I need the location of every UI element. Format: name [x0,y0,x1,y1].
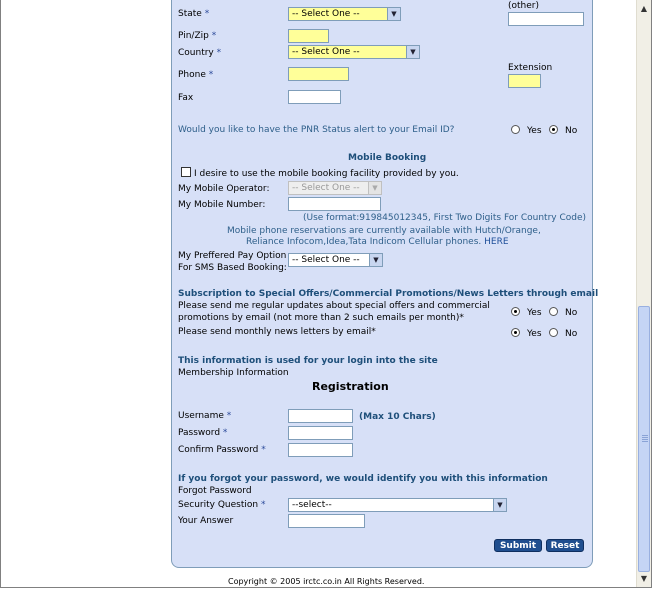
pay-option-line2: For SMS Based Booking: [178,263,287,273]
confirm-password-label: Confirm Password * [178,445,266,455]
mobile-booking-checkbox[interactable] [181,167,191,177]
chevron-down-icon: ▼ [406,46,419,58]
newsletter-no-label: No [565,329,578,339]
offers-line1: Please send me regular updates about special offers and commercial [178,301,490,311]
offers-no-radio[interactable] [549,307,558,316]
chevron-down-icon: ▼ [369,254,382,266]
chevron-down-icon: ▼ [387,8,400,20]
here-link[interactable]: HERE [484,237,509,247]
mobile-booking-checkbox-label: I desire to use the mobile booking facility provided by you. [194,169,459,179]
mobile-format-note: (Use format:919845012345, First Two Digits For Country Code) [303,213,587,223]
offers-no-label: No [565,308,578,318]
security-question-label: Security Question * [178,500,266,510]
state-label: State * [178,9,210,19]
pnr-yes-label: Yes [527,126,542,136]
membership-info-label: Membership Information [178,368,289,378]
extension-label: Extension [508,63,553,73]
security-question-select[interactable]: --select-- ▼ [288,498,507,512]
state-other-input[interactable] [508,12,584,26]
submit-button[interactable]: Submit [494,539,542,552]
state-select[interactable]: -- Select One -- ▼ [288,7,401,21]
pin-label: Pin/Zip * [178,31,217,41]
country-label: Country * [178,48,222,58]
fax-input[interactable] [288,90,341,104]
copyright-footer: Copyright © 2005 irctc.co.in All Rights Reserved. [228,577,425,586]
login-info-heading: This information is used for your login into the site [178,356,438,366]
max-chars-note: (Max 10 Chars) [359,412,436,422]
pnr-yes-radio[interactable] [511,125,520,134]
newsletter-yes-label: Yes [527,329,542,339]
password-label: Password * [178,428,228,438]
mobile-availability-line2: Reliance Infocom,Idea,Tata Indicom Cellular phones. HERE [246,237,509,247]
mobile-number-label: My Mobile Number: [178,200,266,210]
grip-line [642,437,648,438]
pay-option-line1: My Preffered Pay Option [178,251,287,261]
subscription-heading: Subscription to Special Offers/Commercial Promotions/News Letters through email [178,289,599,299]
mobile-number-input[interactable] [288,197,381,211]
pnr-no-radio[interactable] [549,125,558,134]
country-select[interactable]: -- Select One -- ▼ [288,45,420,59]
password-input[interactable] [288,426,353,440]
pnr-no-label: No [565,126,578,136]
forgot-password-label: Forgot Password [178,486,252,496]
phone-label: Phone * [178,70,214,80]
username-label: Username * [178,411,232,421]
grip-line [642,435,648,436]
your-answer-input[interactable] [288,514,365,528]
pnr-alert-question: Would you like to have the PNR Status alert to your Email ID? [178,125,455,135]
arrow-up-icon[interactable]: ▲ [637,2,651,16]
vertical-scrollbar[interactable] [636,0,651,587]
arrow-down-icon[interactable]: ▼ [637,572,651,586]
newsletter-label: Please send monthly news letters by email* [178,327,376,337]
scrollbar-thumb[interactable] [638,306,650,572]
chevron-down-icon: ▼ [493,499,506,511]
extension-input[interactable] [508,74,541,88]
offers-yes-label: Yes [527,308,542,318]
forgot-info-heading: If you forgot your password, we would identify you with this information [178,474,548,484]
reset-button[interactable]: Reset [546,539,584,552]
offers-yes-radio[interactable] [511,307,520,316]
mobile-booking-heading: Mobile Booking [348,153,427,163]
newsletter-yes-radio[interactable] [511,328,520,337]
grip-line [642,441,648,442]
username-input[interactable] [288,409,353,423]
newsletter-no-radio[interactable] [549,328,558,337]
fax-label: Fax [178,93,194,103]
offers-line2: promotions by email (not more than 2 such emails per month)* [178,313,464,323]
other-label: (other) [508,1,539,11]
grip-line [642,439,648,440]
confirm-password-input[interactable] [288,443,353,457]
mobile-availability-line1: Mobile phone reservations are currently available with Hutch/Orange, [227,226,541,236]
chevron-down-icon: ▼ [368,182,381,194]
phone-input[interactable] [288,67,349,81]
registration-heading: Registration [312,380,389,393]
your-answer-label: Your Answer [178,516,234,526]
mobile-operator-select[interactable]: -- Select One -- ▼ [288,181,382,195]
pay-option-select[interactable]: -- Select One -- ▼ [288,253,383,267]
pin-input[interactable] [288,29,329,43]
mobile-operator-label: My Mobile Operator: [178,184,270,194]
